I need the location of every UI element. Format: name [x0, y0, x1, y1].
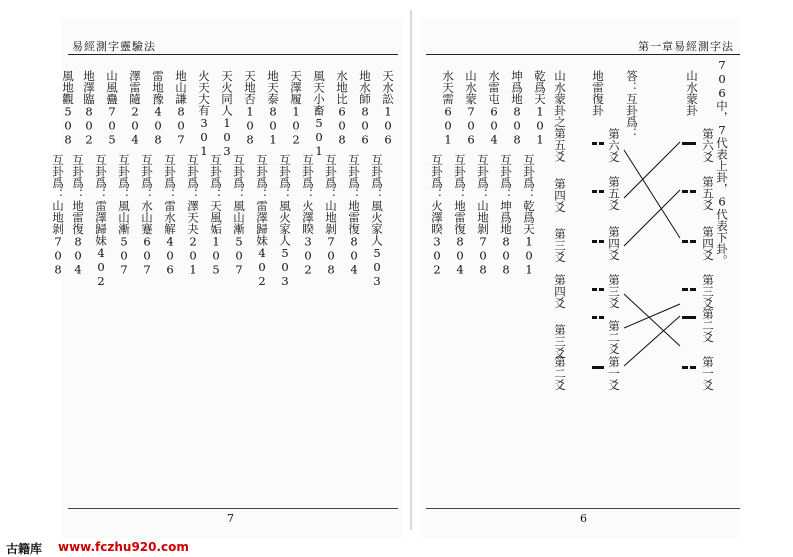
derived-line-label: 第四爻 [607, 226, 621, 261]
intro-text: 706中，7代表上卦，6代表下卦。 [715, 58, 729, 266]
text-column: 互卦爲：雷澤歸妹402 [255, 154, 269, 288]
header-rule [426, 54, 740, 55]
site-url[interactable]: www.fczhu920.com [58, 540, 189, 554]
hexagram-a-label: 山水蒙卦 [685, 70, 699, 116]
book-spine [410, 10, 412, 530]
yin-line [592, 190, 604, 193]
text-column: 互卦爲：乾爲天101 [522, 154, 536, 277]
text-column: 互卦爲：天風姤105 [209, 154, 223, 277]
example-title: 山水蒙卦之第五爻 [553, 70, 567, 162]
line-label: 第二爻 [701, 308, 715, 343]
footer-rule [426, 508, 740, 509]
yin-line [592, 142, 604, 145]
example-label: 第二爻 [553, 356, 567, 391]
line-label: 第六爻 [701, 128, 715, 163]
text-column: 天地否108 [243, 70, 257, 147]
text-column: 坤爲地808 [510, 70, 524, 147]
text-column: 乾爲天101 [533, 70, 547, 147]
text-column: 地天泰801 [266, 70, 280, 147]
derived-line-label: 第一爻 [607, 356, 621, 391]
text-column: 地澤臨802 [82, 70, 96, 147]
text-column: 互卦爲：水山蹇607 [140, 154, 154, 277]
yin-line [592, 316, 604, 319]
left-page-header: 易經測字靈驗法 [72, 40, 156, 53]
text-column: 互卦爲：地雷復804 [71, 154, 85, 277]
hexagram-b-label: 地雷復卦 [591, 70, 605, 116]
example-label: 第四爻 [553, 274, 567, 309]
line-label: 第三爻 [701, 274, 715, 309]
text-column: 互卦爲：地雷復804 [347, 154, 361, 277]
text-column: 互卦爲：風火家人503 [370, 154, 384, 288]
text-column: 地山謙807 [174, 70, 188, 147]
text-column: 互卦爲：雷澤歸妹402 [94, 154, 108, 288]
right-page-header: 第一章易經測字法 [638, 40, 734, 53]
text-column: 火天大有301 [197, 70, 211, 158]
text-column: 互卦爲：風山漸507 [232, 154, 246, 277]
text-column: 互卦爲：風火家人503 [278, 154, 292, 288]
page-number: 6 [580, 512, 587, 525]
brand-label: 古籍库 [6, 542, 43, 556]
answer-label: 答：互卦爲： [625, 70, 639, 139]
example-label: 第三爻 [553, 324, 567, 359]
text-column: 互卦爲：坤爲地808 [499, 154, 513, 277]
derived-line-label: 第三爻 [607, 274, 621, 309]
line-label: 第一爻 [701, 356, 715, 391]
text-column: 風天小畜501 [312, 70, 326, 158]
text-column: 互卦爲：風山漸507 [117, 154, 131, 277]
yin-line [592, 240, 604, 243]
text-column: 雷地豫408 [151, 70, 165, 147]
derived-line-label: 第六爻 [607, 128, 621, 163]
text-column: 互卦爲：火澤睽302 [301, 154, 315, 277]
line-label: 第四爻 [701, 226, 715, 261]
text-column: 天澤履102 [289, 70, 303, 147]
text-column: 風地觀508 [61, 70, 75, 147]
yang-line [592, 366, 604, 369]
text-column: 互卦爲：雷水解406 [163, 154, 177, 277]
derived-line-label: 第二爻 [607, 320, 621, 355]
footer-rule [68, 508, 398, 509]
text-column: 互卦爲：地雷復804 [453, 154, 467, 277]
yin-line [592, 288, 604, 291]
text-column: 互卦爲：山地剝708 [476, 154, 490, 277]
text-column: 天火同人103 [220, 70, 234, 158]
text-column: 水地比608 [335, 70, 349, 147]
text-column: 山水蒙706 [464, 70, 478, 147]
example-label: 第三爻 [553, 228, 567, 263]
text-column: 互卦爲：山地剝708 [51, 154, 65, 277]
left-page [51, 18, 402, 538]
text-column: 水雷屯604 [487, 70, 501, 147]
text-column: 地水師806 [358, 70, 372, 147]
page-number: 7 [227, 512, 234, 525]
text-column: 互卦爲：火澤睽302 [430, 154, 444, 277]
example-label: 第四爻 [553, 178, 567, 213]
text-column: 天水訟106 [381, 70, 395, 147]
text-column: 水天需601 [441, 70, 455, 147]
text-column: 山風蠱705 [105, 70, 119, 147]
text-column: 互卦爲：澤天夬201 [186, 154, 200, 277]
text-column: 互卦爲：山地剝708 [324, 154, 338, 277]
header-rule [68, 54, 398, 55]
line-label: 第五爻 [701, 176, 715, 211]
text-column: 澤雷隨204 [128, 70, 142, 147]
watermark-footer [0, 539, 793, 557]
right-page [420, 18, 740, 538]
derived-line-label: 第五爻 [607, 176, 621, 211]
